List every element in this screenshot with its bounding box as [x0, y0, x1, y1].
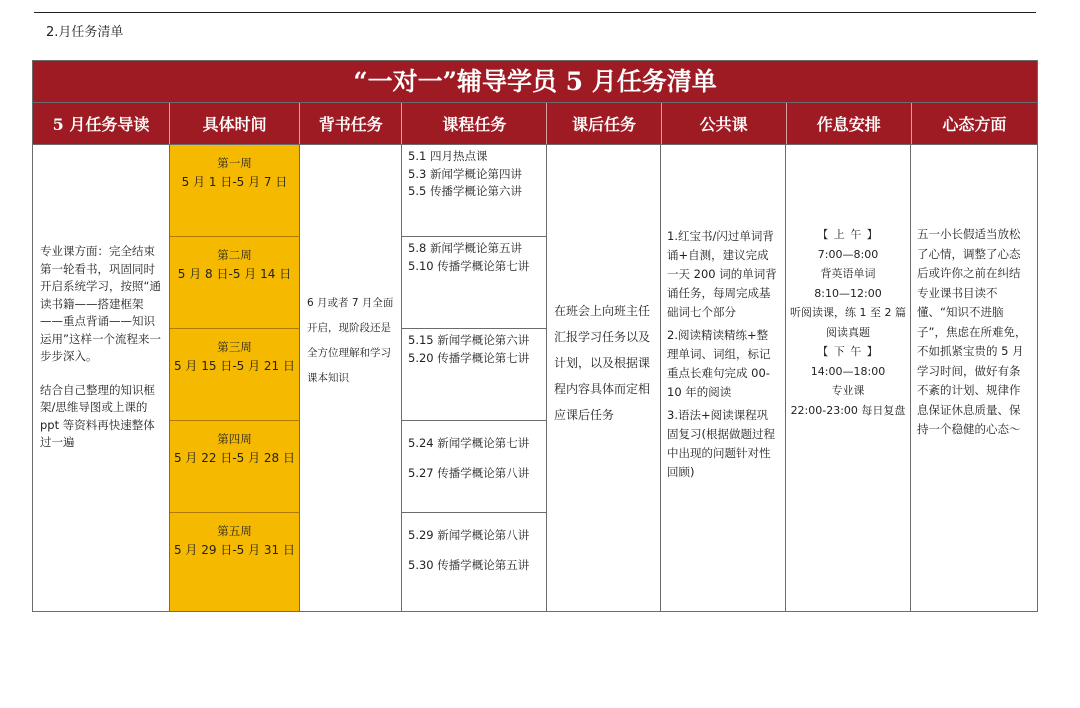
header-time: 具体时间 — [170, 103, 300, 144]
public-course-item: 2.阅读精读精练+整理单词、词组，标记重点长难句完成 00-10 年的阅读 — [667, 328, 771, 399]
header-recite: 背书任务 — [300, 103, 402, 144]
week-dates: 5 月 22 日-5 月 28 日 — [173, 451, 296, 465]
course-item: 5.20 传播学概论第七讲 — [408, 350, 530, 365]
schedule-time: 7:00—8:00 — [817, 247, 879, 261]
mindset-cell: 五一小长假适当放松了心情，调整了心态后或许你之前在纠结专业课书目读不懂、“知识不进脑子”，焦虑在所难免，不如抓紧宝贵的 5 月学习时间，做好有条不紊的计划、规律作息保证休息质量、保持一个稳健的心态～ — [917, 227, 1027, 436]
week-block — [170, 421, 299, 513]
header-after-class: 课后任务 — [547, 103, 661, 144]
public-course-item: 1.红宝书/闪过单词背诵+自测，建议完成一天 200 词的单词背诵任务，每周完成基础词七个部分 — [667, 229, 777, 319]
course-item: 5.3 新闻学概论第四讲 — [408, 166, 522, 181]
course-item: 5.29 新闻学概论第八讲 — [408, 528, 530, 542]
week-block — [170, 513, 299, 611]
course-item: 5.24 新闻学概论第七讲 — [408, 436, 530, 450]
guide-paragraph-2: 结合自己整理的知识框架/思维导图或上课的 ppt 等资料再快速整体过一遍 — [40, 382, 155, 449]
schedule-task: 背英语单词 — [820, 267, 876, 280]
course-block — [402, 237, 546, 329]
week-name: 第一周 — [217, 156, 252, 170]
course-block — [402, 513, 546, 611]
table-title: “一对一”辅导学员 5 月任务清单 — [33, 61, 1037, 103]
task-table — [32, 60, 1038, 612]
guide-cell — [33, 145, 170, 611]
week-dates: 5 月 29 日-5 月 31 日 — [173, 543, 296, 557]
public-course-cell — [661, 145, 786, 611]
schedule-am-label: 【 上 午 】 — [817, 228, 879, 241]
week-name: 第三周 — [217, 340, 252, 354]
header-guide: 5 月任务导读 — [33, 103, 170, 144]
top-rule — [34, 12, 1036, 13]
schedule-pm-label: 【 下 午 】 — [817, 345, 879, 358]
course-block — [402, 421, 546, 513]
courses-column — [402, 145, 547, 611]
header-schedule: 作息安排 — [787, 103, 912, 144]
week-name: 第二周 — [217, 248, 252, 262]
header-public-course: 公共课 — [662, 103, 787, 144]
week-name: 第四周 — [217, 432, 252, 446]
week-block — [170, 145, 299, 237]
course-block — [402, 329, 546, 421]
course-item: 5.1 四月热点课 — [408, 149, 488, 163]
course-item: 5.30 传播学概论第五讲 — [408, 558, 530, 572]
schedule-cell — [786, 145, 911, 611]
week-block — [170, 237, 299, 329]
week-block — [170, 329, 299, 421]
after-class-cell: 在班会上向班主任汇报学习任务以及计划，以及根据课程内容具体而定相应课后任务 — [547, 145, 661, 611]
schedule-time: 8:10—12:00 — [814, 286, 882, 300]
recite-cell: 6 月或者 7 月全面开启，现阶段还是全方位理解和学习课本知识 — [300, 145, 402, 611]
week-name: 第五周 — [217, 524, 252, 538]
week-dates: 5 月 15 日-5 月 21 日 — [173, 359, 296, 373]
course-item: 5.8 新闻学概论第五讲 — [408, 241, 522, 255]
header-courses: 课程任务 — [402, 103, 547, 144]
course-item: 5.10 传播学概论第七讲 — [408, 258, 530, 273]
schedule-time: 14:00—18:00 — [810, 364, 886, 378]
week-dates: 5 月 1 日-5 月 7 日 — [181, 175, 288, 189]
course-block — [402, 145, 546, 237]
section-label: 2.月任务清单 — [46, 25, 124, 40]
public-course-item: 3.语法+阅读课程巩固复习(根据做题过程中出现的问题针对性回顾) — [667, 408, 775, 479]
schedule-task: 专业课 — [831, 384, 865, 397]
course-item: 5.5 传播学概论第六讲 — [408, 184, 522, 198]
schedule-task: 听阅读课，练 1 至 2 篇阅读真题 — [790, 306, 906, 339]
guide-paragraph-1: 专业课方面：完全结束第一轮看书，巩固同时开启系统学习，按照“通读书籍——搭建框架——重点背诵——知识运用”这样一个流程来一步步深入。 — [40, 244, 161, 363]
schedule-time: 22:00-23:00 每日复盘 — [790, 403, 906, 417]
course-item: 5.27 传播学概论第八讲 — [408, 466, 530, 480]
week-dates: 5 月 8 日-5 月 14 日 — [177, 267, 292, 281]
table-body — [33, 145, 1037, 611]
time-column — [170, 145, 300, 611]
header-row — [33, 103, 1037, 145]
course-item: 5.15 新闻学概论第六讲 — [408, 333, 530, 347]
header-mindset: 心态方面 — [942, 115, 1007, 134]
